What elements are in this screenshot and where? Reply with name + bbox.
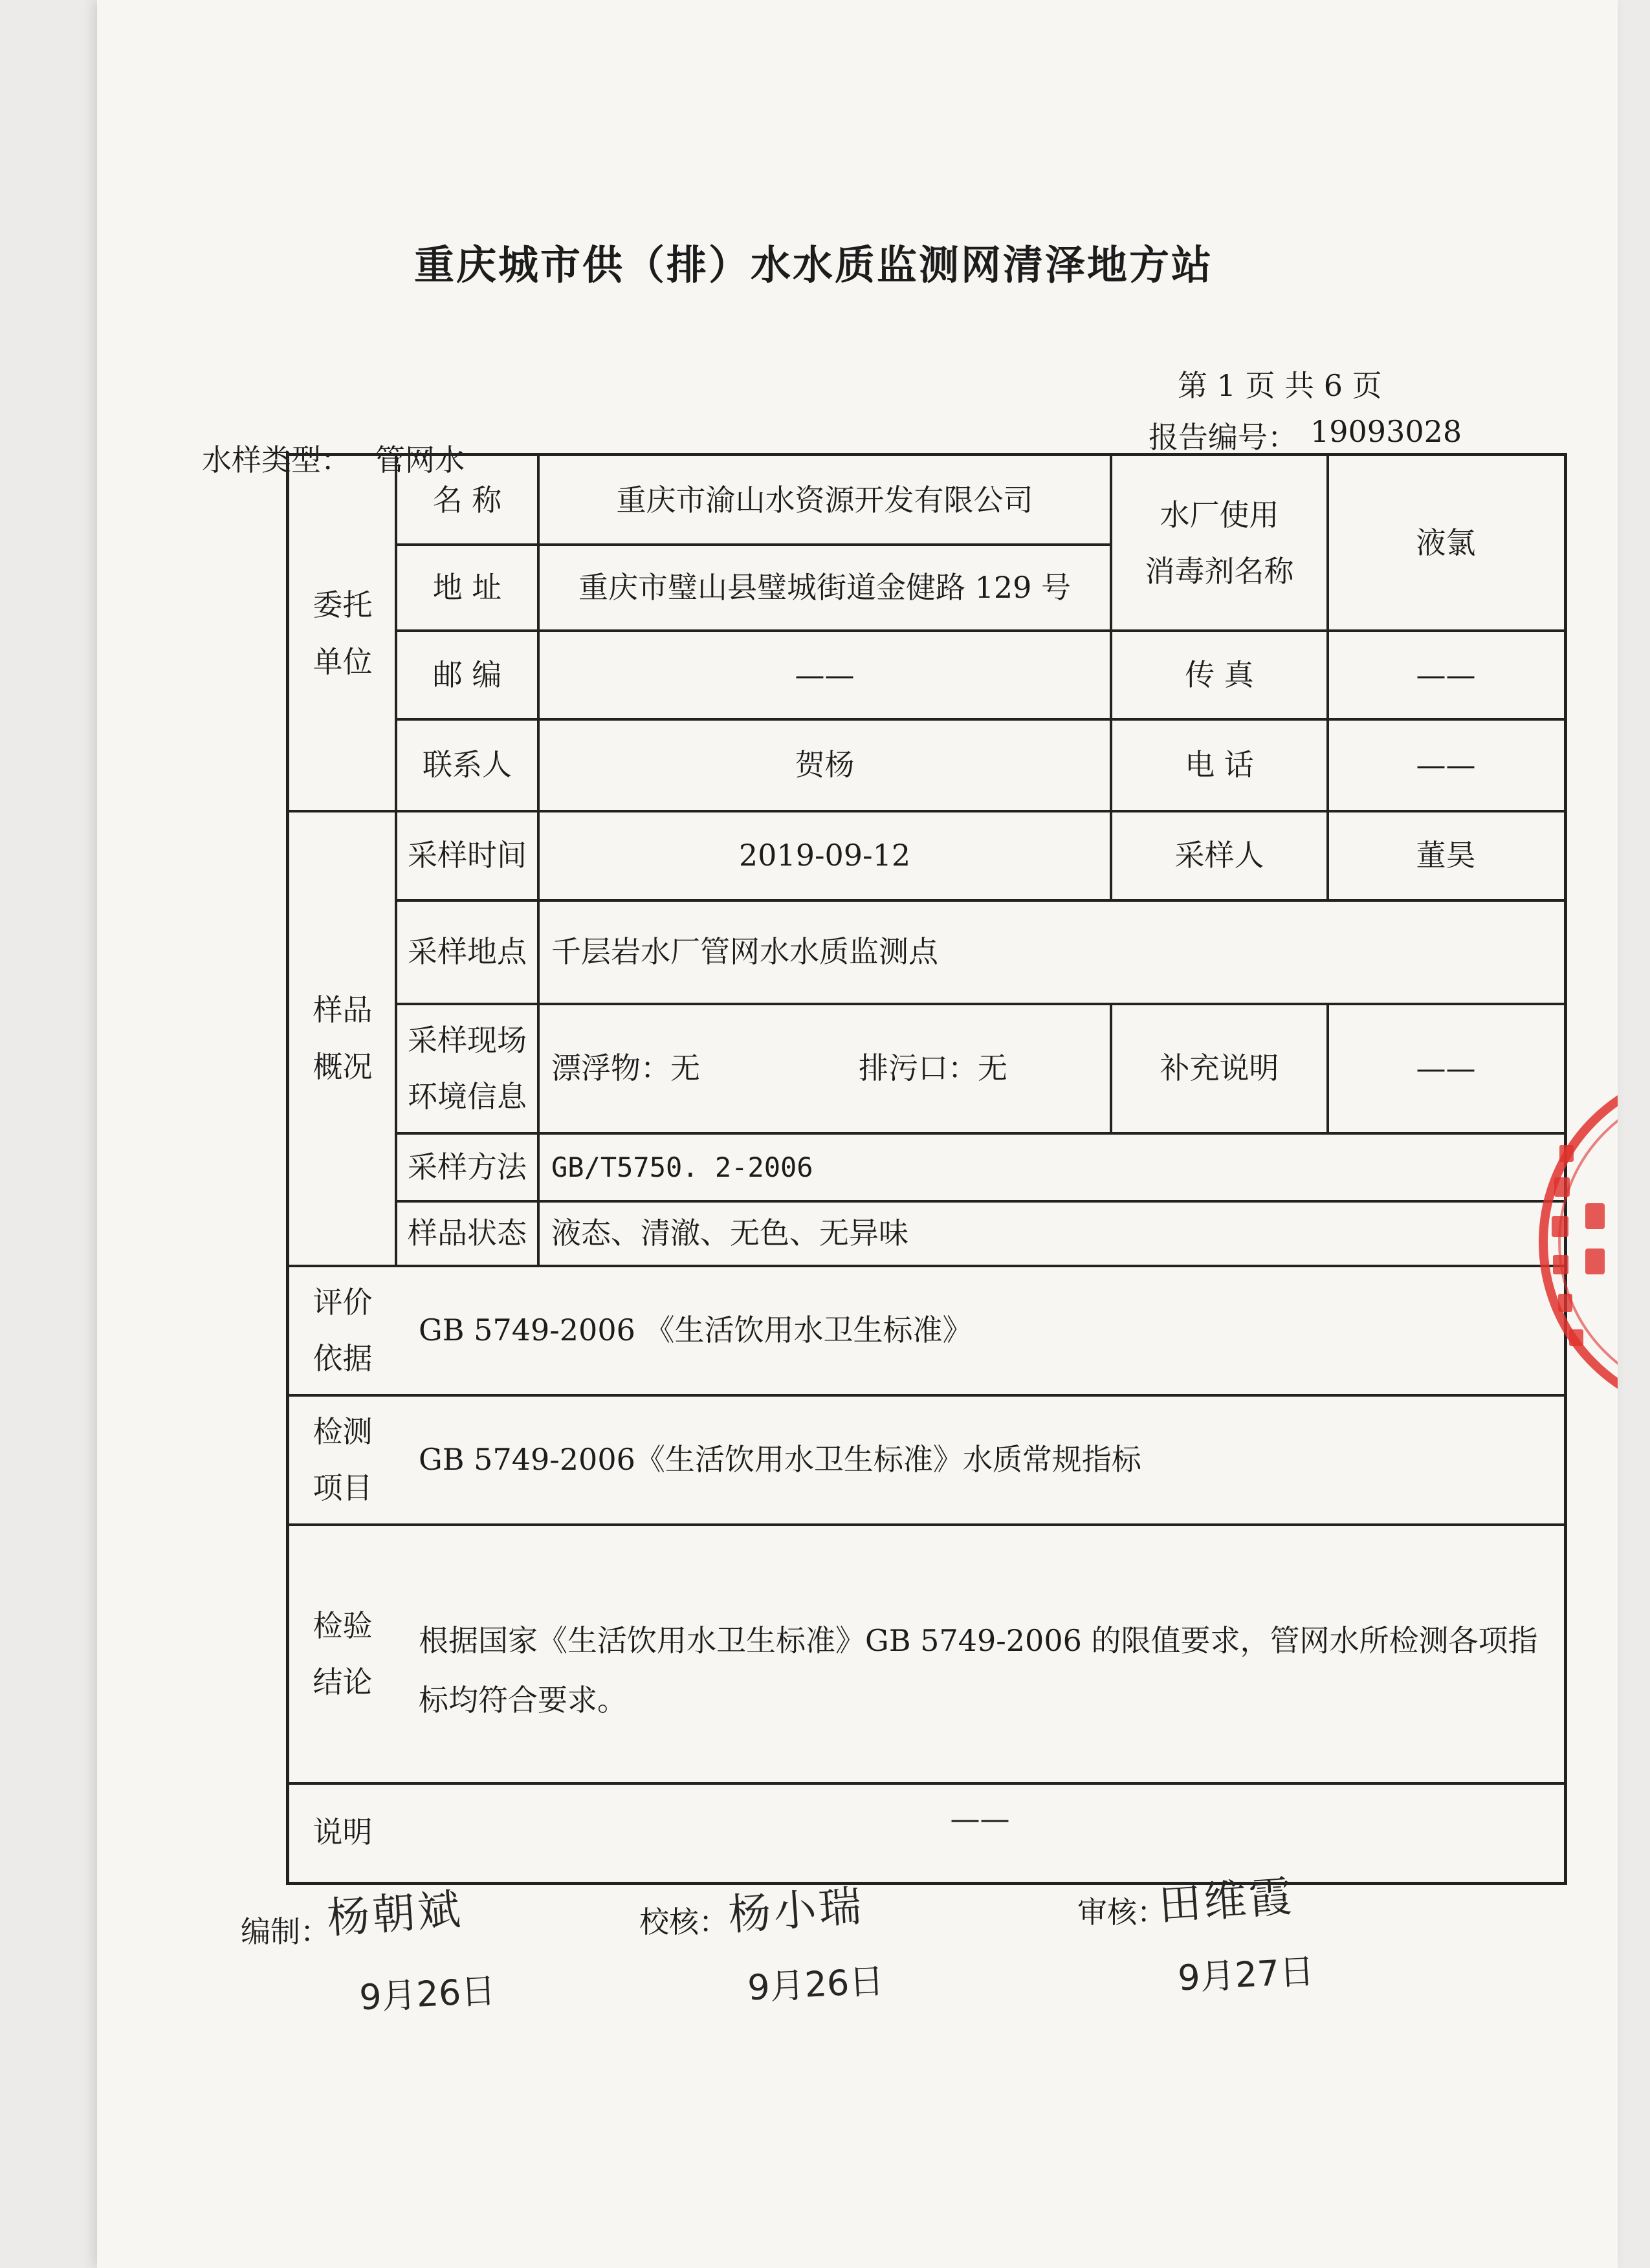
report-no-label: 报告编号： [1149,420,1297,455]
report-table [286,453,1567,1885]
sampling-time: 2019-09-12 [738,838,911,873]
conclusion-text: 根据国家《生活饮用水卫生标准》GB 5749-2006 的限值要求，管网水所检测各项指标均符合要求。 [419,1623,1538,1717]
test-items: GB 5749-2006《生活饮用水卫生标准》水质常规指标 [419,1442,1141,1477]
outfall: 排污口：无 [859,1051,1007,1086]
sample-type: 管网水 [375,442,465,477]
client-name: 重庆市渝山水资源开发有限公司 [616,482,1033,518]
compiled-label: 编制： [241,1914,330,1949]
contact-label: 联系人 [423,747,512,783]
remark-label: 说明 [313,1815,373,1850]
client-section-label: 委托 单位 [313,587,373,679]
sample-state: 液态、清澈、无色、无异味 [551,1216,908,1251]
env-info-label: 采样现场 环境信息 [408,1022,527,1114]
phone-label: 电 话 [1185,747,1254,783]
sampling-location: 千层岩水厂管网水水质监测点 [551,934,938,970]
contact-value: 贺杨 [795,747,855,783]
sample-type-label: 水样类型： [202,442,351,477]
postcode-label: 邮 编 [432,657,502,692]
disinfectant-value: 液氯 [1416,525,1476,561]
checked-signature: 杨小瑞 [726,1881,866,1941]
client-address-label: 地 址 [432,569,502,605]
sampling-time-label: 采样时间 [408,838,527,873]
checked-date: 9月26日 [746,1960,885,2009]
sampling-location-label: 采样地点 [408,934,527,970]
approved-signature: 田维霞 [1156,1871,1296,1931]
remark-value: —— [950,1801,1010,1837]
sampling-method: GB/T5750. 2-2006 [551,1151,813,1183]
supplement-label: 补充说明 [1160,1051,1279,1086]
sampler-label: 采样人 [1174,838,1264,873]
client-address: 重庆市璧山县璧城街道金健路 129 号 [578,569,1072,605]
evaluation-basis: GB 5749-2006 《生活饮用水卫生标准》 [419,1313,973,1348]
phone-value: —— [1416,747,1476,783]
approved-label: 审核： [1077,1895,1167,1930]
page-info: 第 1 页 共 6 页 [1178,368,1382,403]
sampling-method-label: 采样方法 [408,1149,527,1184]
sampler-value: 董昊 [1416,838,1476,873]
floating-matter: 漂浮物：无 [551,1051,700,1086]
document-page [97,0,1618,2268]
evaluation-label: 评价 依据 [313,1284,373,1376]
client-name-label: 名 称 [432,482,502,518]
conclusion-label: 检验 结论 [313,1608,373,1699]
official-seal [1521,1061,1618,1423]
sample-state-label: 样品状态 [408,1216,527,1251]
disinfectant-label: 水厂使用 消毒剂名称 [1145,497,1294,589]
compiled-signature: 杨朝斌 [325,1884,465,1944]
approved-date: 9月27日 [1176,1950,1315,1999]
fax-label: 传 真 [1185,657,1254,692]
compiled-date: 9月26日 [358,1970,497,2018]
checked-label: 校核： [639,1904,729,1939]
supplement-value: —— [1416,1051,1476,1086]
postcode-value: —— [795,657,855,692]
document-title: 重庆城市供（排）水水质监测网清泽地方站 [414,241,1214,289]
sample-section-label: 样品 概况 [313,992,373,1084]
fax-value: —— [1416,657,1476,692]
report-no: 19093028 [1310,414,1462,449]
test-items-label: 检测 项目 [313,1413,373,1505]
